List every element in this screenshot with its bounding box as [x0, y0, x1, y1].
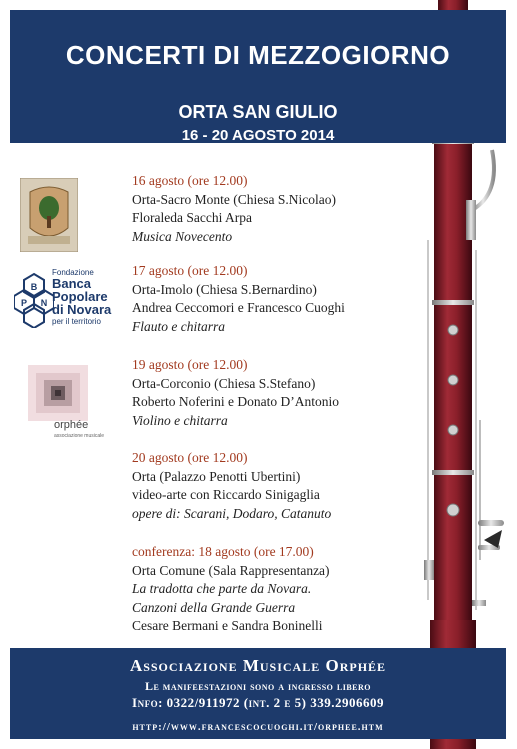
event-place: Orta-Corconio (Chiesa S.Stefano) — [132, 375, 316, 391]
event-place: Orta-Sacro Monte (Chiesa S.Nicolao) — [132, 191, 336, 207]
event-program: Musica Novecento — [132, 228, 233, 244]
orphee-squares-icon — [28, 365, 88, 421]
event-performers: video-arte con Riccardo Sinigaglia — [132, 487, 320, 502]
event-date: 20 agosto (ore 12.00) — [132, 450, 248, 465]
conference-speakers: Cesare Bermani e Sandra Boninelli — [132, 618, 323, 633]
event-performers: Floraleda Sacchi Arpa — [132, 210, 252, 225]
bpn-hexagon-icon — [14, 272, 54, 328]
free-entry-note: Le manifeestazioni sono a ingresso libero — [144, 679, 372, 693]
bpn-letter-b: B — [30, 282, 38, 292]
bpn-line1: Banca — [52, 276, 92, 291]
event-conference — [132, 543, 330, 636]
orphee-name: orphée — [54, 419, 89, 431]
conference-title-1: La tradotta che parte da Novara. — [132, 581, 312, 596]
banca-popolare-novara-logo — [14, 268, 124, 330]
event-program: opere di: Scarani, Dodaro, Catanuto — [132, 505, 332, 521]
event-place: Orta-Imolo (Chiesa S.Bernardino) — [132, 281, 317, 297]
association-name: Associazione Musicale Orphée — [129, 656, 387, 675]
footer-banner — [10, 648, 506, 739]
event-date: 17 agosto (ore 12.00) — [132, 263, 248, 278]
info-phone: Info: 0322/911972 (int. 2 e 5) 339.2906609 — [132, 695, 384, 710]
poster-title: CONCERTI DI MEZZOGIORNO — [65, 40, 451, 70]
bpn-tagline: per il territorio — [52, 317, 101, 326]
event-program: Violino e chitarra — [132, 412, 228, 428]
event-performers: Andrea Ceccomori e Francesco Cuoghi — [132, 300, 345, 315]
event-place: Orta Comune (Sala Rappresentanza) — [132, 562, 330, 578]
event-place: Orta (Palazzo Penotti Ubertini) — [132, 468, 301, 484]
event-performers: Roberto Noferini e Donato D’Antonio — [132, 394, 339, 409]
bpn-line3: di Novara — [52, 302, 112, 317]
bpn-letter-n: N — [40, 298, 48, 308]
event-3 — [132, 356, 339, 430]
event-1 — [132, 172, 336, 246]
header-banner — [10, 10, 506, 143]
orphee-logo — [28, 365, 108, 443]
orphee-sub: associazione musicale — [54, 433, 105, 439]
sacro-monte-crest-logo — [20, 178, 78, 252]
event-2 — [132, 262, 345, 336]
event-date: 16 agosto (ore 12.00) — [132, 173, 248, 188]
location-title: ORTA SAN GIULIO — [178, 102, 338, 122]
bpn-fondazione: Fondazione — [52, 268, 94, 277]
event-program: Flauto e chitarra — [132, 318, 225, 334]
bpn-line2: Popolare — [52, 289, 108, 304]
festival-dates: 16 - 20 AGOSTO 2014 — [181, 127, 335, 144]
conference-title-2: Canzoni della Grande Guerra — [132, 599, 296, 615]
event-date: conferenza: 18 agosto (ore 17.00) — [132, 544, 314, 559]
event-date: 19 agosto (ore 12.00) — [132, 357, 248, 372]
bpn-letter-p: P — [20, 298, 28, 308]
event-4 — [132, 449, 331, 523]
website-link[interactable]: http://www.francescocuoghi.it/orphee.htm — [132, 721, 384, 733]
